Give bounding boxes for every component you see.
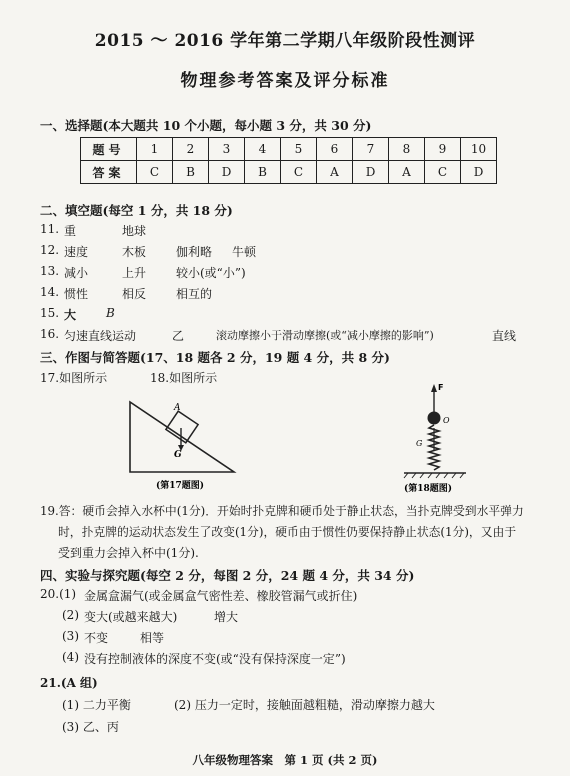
q20-answer: 增大 bbox=[214, 610, 239, 624]
ball bbox=[428, 412, 441, 425]
question-17-label: 17.如图所示 bbox=[40, 371, 108, 385]
table-cell: 1 bbox=[137, 138, 173, 161]
q20-answer: 相等 bbox=[140, 631, 165, 645]
question-18-label: 18.如图所示 bbox=[150, 371, 218, 385]
fill-item-num: 11. bbox=[40, 222, 60, 236]
fill-item-num: 14. bbox=[40, 285, 60, 299]
table-cell: D bbox=[209, 161, 245, 184]
page-subtitle: 物理参考答案及评分标准 bbox=[180, 71, 390, 91]
table-cell: 5 bbox=[281, 138, 317, 161]
q21-head: 21.(A 组) bbox=[40, 676, 98, 690]
table-cell: 4 bbox=[245, 138, 281, 161]
fill-item-answer: 乙 bbox=[172, 329, 185, 343]
table-cell: C bbox=[425, 161, 461, 184]
fill-item-answer: 滚动摩擦小于滑动摩擦(或“减小摩擦的影响”) bbox=[216, 329, 434, 342]
table-cell: 9 bbox=[425, 138, 461, 161]
section4-heading: 四、实验与探究题(每空 2 分，每图 2 分，24 题 4 分，共 34 分) bbox=[40, 568, 415, 583]
fill-item-answer: 牛顿 bbox=[232, 245, 257, 259]
q21-answer: (1) 二力平衡 bbox=[62, 698, 131, 712]
fill-item-answer: 重 bbox=[64, 224, 77, 238]
fill-item-answer: 直线 bbox=[492, 329, 517, 343]
table-cell: B bbox=[173, 161, 209, 184]
incline-triangle bbox=[130, 402, 234, 472]
q19-line: 时，扑克牌的运动状态发生了改变(1分)，硬币由于惯性仍要保持静止状态(1分)，又由于 bbox=[58, 525, 517, 539]
q20-answer: 变大(或越来越大) bbox=[84, 610, 178, 624]
section2-heading: 二、填空题(每空 1 分，共 18 分) bbox=[40, 203, 233, 218]
q21-answer: (2) 压力一定时，接触面越粗糙，滑动摩擦力越大 bbox=[174, 698, 435, 712]
table-cell: C bbox=[281, 161, 317, 184]
table-row bbox=[81, 161, 497, 184]
table-cell: 3 bbox=[209, 138, 245, 161]
fig18-label-o: O bbox=[443, 416, 450, 425]
table-cell: 6 bbox=[317, 138, 353, 161]
fill-item-num: 16. bbox=[40, 327, 60, 341]
fill-item-answer: 地球 bbox=[122, 224, 147, 238]
table-row bbox=[81, 138, 497, 161]
table-header-cell: 题号 bbox=[81, 138, 137, 161]
table-header-cell: 答案 bbox=[81, 161, 137, 184]
answer-table bbox=[80, 137, 497, 184]
fill-item-answer: 惯性 bbox=[64, 287, 89, 301]
fig18-label-f: F bbox=[438, 383, 444, 392]
page-title: 2015 ～ 2016 学年第二学期八年级阶段性测评 bbox=[94, 31, 476, 51]
force-arrow-head bbox=[431, 384, 437, 392]
fill-item-answer: 木板 bbox=[122, 245, 147, 259]
table-cell: 7 bbox=[353, 138, 389, 161]
fig18-label-g: G bbox=[416, 439, 423, 448]
q20-answer: 没有控制液体的深度不变(或“没有保持深度一定”) bbox=[84, 652, 346, 666]
q20-num: (3) bbox=[62, 629, 79, 643]
q20-num: 20.(1) bbox=[40, 587, 77, 601]
fill-item-answer: 上升 bbox=[122, 266, 147, 280]
fig17-caption: (第17题图) bbox=[156, 481, 205, 491]
table-cell: A bbox=[317, 161, 353, 184]
table-cell: D bbox=[353, 161, 389, 184]
fill-item-answer: 较小(或“小”) bbox=[176, 266, 246, 280]
figure-18-spring-diagram bbox=[390, 378, 480, 498]
q20-num: (2) bbox=[62, 608, 79, 622]
fill-item-answer: 匀速直线运动 bbox=[64, 329, 137, 343]
fig18-caption: (第18题图) bbox=[404, 484, 453, 494]
fill-item-answer: 大 bbox=[64, 308, 77, 322]
q19-line: 受到重力会掉入杯中(1分). bbox=[58, 546, 199, 560]
fill-item-answer: 伽利略 bbox=[176, 245, 213, 259]
fill-item-answer: B bbox=[106, 306, 115, 320]
fig17-label-a: A bbox=[174, 403, 181, 413]
fill-item-num: 12. bbox=[40, 243, 60, 257]
fill-item-answer: 相反 bbox=[122, 287, 147, 301]
q21-answer: (3) 乙、丙 bbox=[62, 720, 119, 734]
fill-item-answer: 相互的 bbox=[176, 287, 213, 301]
table-cell: 8 bbox=[389, 138, 425, 161]
section1-heading: 一、选择题(本大题共 10 个小题，每小题 3 分，共 30 分) bbox=[40, 118, 372, 133]
table-cell: B bbox=[245, 161, 281, 184]
block-a bbox=[166, 411, 198, 443]
fig17-label-g: G bbox=[174, 450, 182, 460]
fill-item-answer: 减小 bbox=[64, 266, 89, 280]
fill-item-num: 13. bbox=[40, 264, 60, 278]
table-cell: A bbox=[389, 161, 425, 184]
q19-line: 19.答：硬币会掉入水杯中(1分)．开始时扑克牌和硬币处于静止状态，当扑克牌受到水平弹力 bbox=[40, 504, 524, 518]
q20-num: (4) bbox=[62, 650, 79, 664]
table-cell: C bbox=[137, 161, 173, 184]
page-footer: 八年级物理答案 第 1 页 (共 2 页) bbox=[192, 753, 378, 767]
figure-17-incline-diagram bbox=[120, 390, 260, 495]
table-cell: D bbox=[461, 161, 497, 184]
table-cell: 10 bbox=[461, 138, 497, 161]
fill-item-num: 15. bbox=[40, 306, 60, 320]
table-cell: 2 bbox=[173, 138, 209, 161]
fill-item-answer: 速度 bbox=[64, 245, 89, 259]
q20-answer: 金属盒漏气(或金属盒气密性差、橡胶管漏气或折住) bbox=[84, 589, 358, 603]
q20-answer: 不变 bbox=[84, 631, 109, 645]
section3-heading: 三、作图与简答题(17、18 题各 2 分，19 题 4 分，共 8 分) bbox=[40, 350, 390, 365]
